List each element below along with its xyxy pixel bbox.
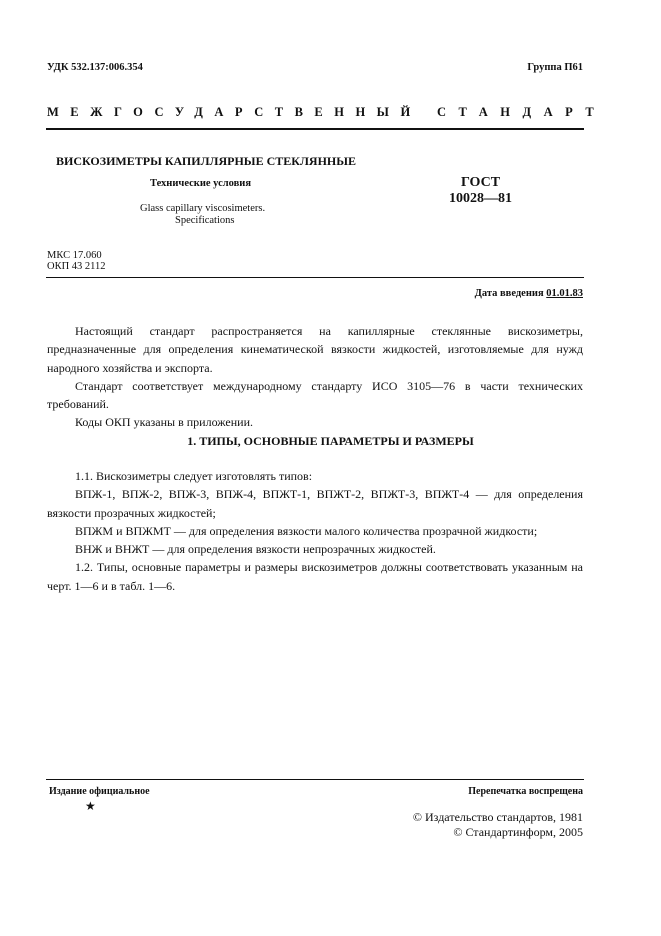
effective-date-value: 01.01.83: [546, 288, 583, 299]
section-paragraph: ВПЖМ и ВПЖМТ — для определения вязкости малого количества прозрачной жидкости;: [75, 523, 538, 538]
gost-number: 10028—81: [449, 191, 512, 206]
standard-title: ВИСКОЗИМЕТРЫ КАПИЛЛЯРНЫЕ СТЕКЛЯННЫЕ: [56, 154, 357, 168]
banner-standard: СТАНДАРТ: [437, 105, 607, 119]
copyright-1981: © Издательство стандартов, 1981: [412, 810, 583, 824]
section-paragraph: ВПЖ-1, ВПЖ-2, ВПЖ-3, ВПЖ-4, ВПЖТ-1, ВПЖТ-2, ВПЖТ-3, ВПЖТ-4 — для определения вязкости прозрачных жидкостей;: [47, 487, 583, 520]
intro-paragraph: Стандарт соответствует международному стандарту ИСО 3105—76 в части технических требований.: [47, 378, 583, 412]
intro-text: [47, 322, 583, 432]
group-code: Группа П61: [527, 62, 583, 73]
official-edition: Издание официальное: [49, 786, 150, 797]
standard-subtitle: Технические условия: [150, 178, 252, 189]
banner-interstate: МЕЖГОСУДАРСТВЕННЫЙ: [47, 105, 422, 119]
copyright-2005: © Стандартинформ, 2005: [453, 825, 583, 839]
section-paragraph: 1.2. Типы, основные параметры и размеры вискозиметров должны соответствовать указанным на черт. 1—6 и в табл. 1—6.: [47, 560, 583, 593]
okp-code: ОКП 43 2112: [47, 261, 106, 272]
intro-paragraph: Коды ОКП указаны в приложении.: [75, 415, 254, 430]
intro-paragraph: Настоящий стандарт распространяется на капиллярные стеклянные вискозиметры, предназначенные для определения кинематической вязкости жидкостей, изготовляемые для нужд народного хозяйства и экспорта.: [47, 324, 583, 375]
footer-rule: [46, 779, 584, 780]
reprint-prohibited: Перепечатка воспрещена: [468, 786, 583, 797]
english-title-line1: Glass capillary viscosimeters.: [140, 203, 266, 214]
section-paragraph: ВНЖ и ВНЖТ — для определения вязкости непрозрачных жидкостей.: [75, 542, 436, 557]
effective-date-label: Дата введения: [474, 288, 544, 299]
banner-rule: [46, 128, 584, 130]
codes-rule: [46, 277, 584, 278]
section-paragraph: 1.1. Вискозиметры следует изготовлять типов:: [75, 469, 313, 483]
gost-label: ГОСТ: [461, 175, 501, 190]
section-heading: 1. ТИПЫ, ОСНОВНЫЕ ПАРАМЕТРЫ И РАЗМЕРЫ: [187, 434, 474, 448]
udk-code: УДК 532.137:006.354: [47, 62, 143, 73]
star-icon: ★: [85, 799, 96, 813]
english-title-line2: Specifications: [175, 215, 235, 226]
section-text: [47, 467, 583, 595]
mks-code: МКС 17.060: [47, 250, 102, 261]
effective-date: [475, 288, 583, 299]
